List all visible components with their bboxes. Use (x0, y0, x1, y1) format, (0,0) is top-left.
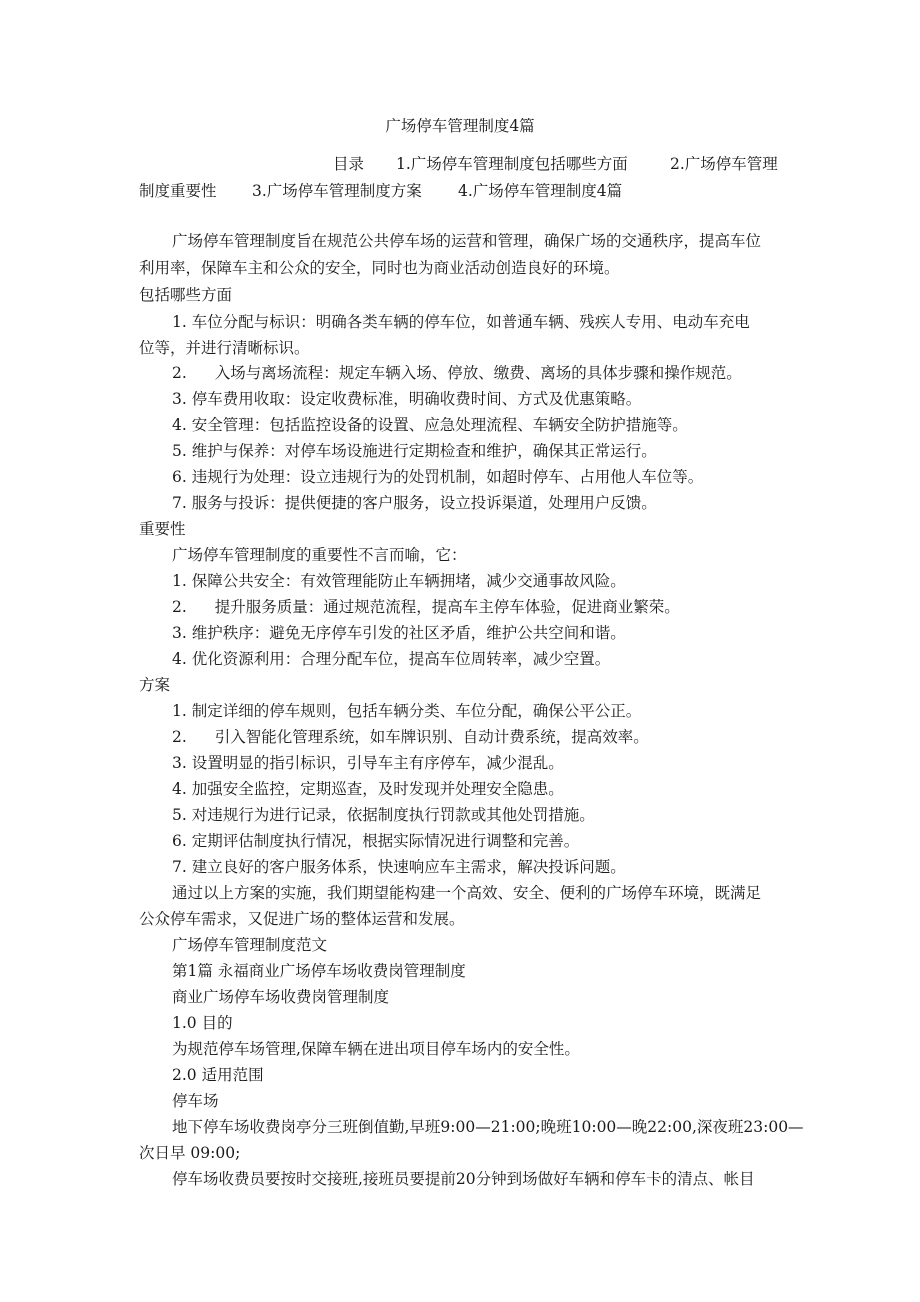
importance-lead: 广场停车管理制度的重要性不言而喻，它： (172, 546, 467, 564)
list-text: 建立良好的客户服务体系，快速响应车主需求，解决投诉问题。 (191, 858, 626, 876)
list-text: 维护与保养：对停车场设施进行定期检查和维护，确保其正常运行。 (191, 442, 657, 460)
toc-label: 目录 (333, 155, 365, 173)
list-item (172, 779, 564, 799)
list-item (172, 597, 680, 617)
list-text: 入场与离场流程：规定车辆入场、停放、缴费、离场的具体步骤和操作规范。 (214, 364, 742, 382)
list-text: 对违规行为进行记录，依据制度执行罚款或其他处罚措施。 (191, 806, 595, 824)
toc-item-4[interactable]: 4.广场停车管理制度4篇 (458, 182, 623, 200)
section-scope: 2.0 适用范围 (172, 1066, 264, 1084)
list-number: 7. (172, 494, 187, 512)
list-text: 停车费用收取：设定收费标准，明确收费时间、方式及优惠策略。 (191, 390, 642, 408)
list-number: 6. (172, 468, 187, 486)
intro-paragraph: 广场停车管理制度旨在规范公共停车场的运营和管理，确保广场的交通秩序，提高车位 (172, 232, 762, 250)
list-number: 4. (172, 650, 187, 668)
article-subtitle: 商业广场停车场收费岗管理制度 (172, 988, 390, 1006)
list-number: 5. (172, 806, 187, 824)
handover-paragraph: 停车场收费员要按时交接班,接班员要提前20分钟到场做好车辆和停车卡的清点、帐目 (172, 1170, 755, 1188)
scope-text: 停车场 (172, 1092, 219, 1110)
section-purpose: 1.0 目的 (172, 1014, 233, 1032)
section-heading-aspects: 包括哪些方面 (139, 286, 233, 304)
list-number: 1. (172, 702, 187, 720)
list-item (172, 753, 564, 773)
list-text: 优化资源利用：合理分配车位，提高车位周转率，减少空置。 (191, 650, 611, 668)
list-item (172, 389, 641, 409)
list-item (172, 415, 688, 435)
list-item (172, 312, 750, 332)
plan-summary-cont: 公众停车需求，又促进广场的整体运营和发展。 (139, 910, 465, 928)
toc-item-3[interactable]: 3.广场停车管理制度方案 (252, 182, 422, 200)
list-item (172, 727, 649, 747)
shift-paragraph-cont: 次日早 09:00; (139, 1144, 241, 1162)
list-number: 3. (172, 390, 187, 408)
list-item (172, 649, 610, 669)
list-item-cont: 位等，并进行清晰标识。 (139, 339, 310, 357)
list-number: 3. (172, 754, 187, 772)
list-item (172, 493, 657, 513)
list-item (172, 467, 703, 487)
list-number: 1. (172, 313, 187, 331)
list-text: 设置明显的指引标识，引导车主有序停车，减少混乱。 (191, 754, 564, 772)
list-number: 7. (172, 858, 187, 876)
list-number: 4. (172, 416, 187, 434)
list-item (172, 805, 595, 825)
sample-heading: 广场停车管理制度范文 (172, 936, 328, 954)
list-text: 制定详细的停车规则，包括车辆分类、车位分配，确保公平公正。 (191, 702, 642, 720)
purpose-text: 为规范停车场管理,保障车辆在进出项目停车场内的安全性。 (172, 1040, 580, 1058)
list-text: 加强安全监控，定期巡查，及时发现并处理安全隐患。 (191, 780, 564, 798)
list-text: 服务与投诉：提供便捷的客户服务，设立投诉渠道，处理用户反馈。 (191, 494, 657, 512)
list-text: 保障公共安全：有效管理能防止车辆拥堵，减少交通事故风险。 (191, 572, 626, 590)
list-text: 安全管理：包括监控设备的设置、应急处理流程、车辆安全防护措施等。 (191, 416, 688, 434)
list-number: 4. (172, 780, 187, 798)
list-number: 6. (172, 832, 187, 850)
article-title: 第1篇 永福商业广场停车场收费岗管理制度 (172, 962, 466, 980)
list-text: 车位分配与标识：明确各类车辆的停车位，如普通车辆、残疾人专用、电动车充电 (191, 313, 750, 331)
list-text: 维护秩序：避免无序停车引发的社区矛盾，维护公共空间和谐。 (191, 624, 626, 642)
list-number: 3. (172, 624, 187, 642)
list-text: 提升服务质量：通过规范流程，提高车主停车体验，促进商业繁荣。 (214, 598, 680, 616)
intro-paragraph-cont: 利用率，保障车主和公众的安全，同时也为商业活动创造良好的环境。 (139, 259, 620, 277)
list-number: 5. (172, 442, 187, 460)
shift-paragraph: 地下停车场收费岗亭分三班倒值勤,早班9:00—21:00;晚班10:00—晚22:00,深夜班23:00— (172, 1118, 804, 1136)
list-item (172, 571, 626, 591)
list-number: 2. (172, 364, 187, 382)
list-text: 违规行为处理：设立违规行为的处罚机制，如超时停车、占用他人车位等。 (191, 468, 704, 486)
list-item (172, 623, 626, 643)
list-item (172, 363, 742, 383)
list-item (172, 857, 626, 877)
section-heading-plan: 方案 (139, 676, 171, 694)
list-text: 引入智能化管理系统，如车牌识别、自动计费系统，提高效率。 (214, 728, 649, 746)
toc-item-1[interactable]: 1.广场停车管理制度包括哪些方面 (396, 155, 628, 173)
list-number: 1. (172, 572, 187, 590)
list-item (172, 441, 657, 461)
list-number: 2. (172, 728, 187, 746)
page-title: 广场停车管理制度4篇 (385, 117, 535, 135)
list-text: 定期评估制度执行情况，根据实际情况进行调整和完善。 (191, 832, 580, 850)
section-heading-importance: 重要性 (139, 520, 186, 538)
plan-summary: 通过以上方案的实施，我们期望能构建一个高效、安全、便利的广场停车环境，既满足 (172, 884, 762, 902)
toc-item-2-cont[interactable]: 制度重要性 (139, 182, 217, 200)
list-item (172, 831, 579, 851)
toc-item-2[interactable]: 2.广场停车管理 (670, 155, 778, 173)
list-number: 2. (172, 598, 187, 616)
list-item (172, 701, 641, 721)
